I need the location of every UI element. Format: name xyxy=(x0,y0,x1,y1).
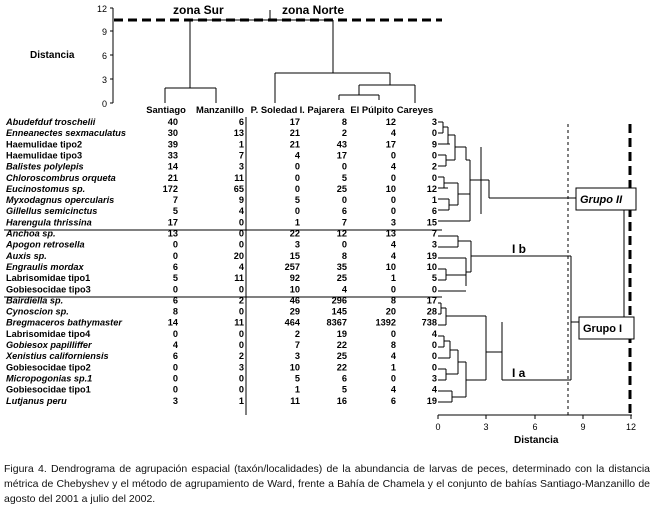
abundance-cell: 4 xyxy=(390,250,396,261)
abundance-cell: 2 xyxy=(294,328,300,339)
abundance-cell: 4 xyxy=(390,239,396,250)
abundance-cell: 172 xyxy=(162,183,178,194)
taxon-name: Anchoa sp. xyxy=(6,228,56,239)
abundance-cell: 6 xyxy=(341,206,347,217)
taxon-name: Lutjanus peru xyxy=(6,395,67,406)
right-tick-12: 12 xyxy=(625,422,637,432)
abundance-cell: 3 xyxy=(172,395,178,406)
taxon-name: Gobiesox papilliffer xyxy=(6,340,92,350)
taxon-name: Eucinostomus sp. xyxy=(6,183,86,194)
abundance-cell: 0 xyxy=(341,239,347,250)
abundance-cell: 3 xyxy=(238,362,244,373)
abundance-cell: 2 xyxy=(431,161,437,172)
abundance-cell: 21 xyxy=(289,128,300,139)
abundance-cell: 5 xyxy=(341,172,347,183)
abundance-cell: 43 xyxy=(336,139,347,150)
group-ib-label: I b xyxy=(512,242,526,256)
abundance-cell: 14 xyxy=(167,161,178,172)
right-tick-0: 0 xyxy=(435,422,441,432)
abundance-cell: 39 xyxy=(167,139,178,150)
abundance-cell: 3 xyxy=(294,351,300,362)
figure-caption: Figura 4. Dendrograma de agrupación espacial (taxón/localidades) de la abundancia de larvas de peces, determinado con la distancia métrica de Chebyshev y el método de agrupamiento de Ward, frente a Bahía de Chamela y el conjunto de bahías Santiago-Manzanillo de agosto del 2001 a julio del 2002. xyxy=(4,463,650,505)
abundance-cell: 0 xyxy=(390,150,396,161)
abundance-cell: 0 xyxy=(172,328,178,339)
top-tick-9: 9 xyxy=(101,27,107,37)
abundance-cell: 20 xyxy=(385,306,396,317)
abundance-cell: 3 xyxy=(431,117,437,127)
zone-norte-label: zona Norte xyxy=(282,3,345,17)
taxon-name: Apogon retrosella xyxy=(6,239,85,250)
abundance-cell: 0 xyxy=(238,217,244,228)
abundance-cell: 2 xyxy=(238,295,244,306)
taxon-name: Myxodagnus opercularis xyxy=(6,195,115,206)
abundance-cell: 0 xyxy=(390,284,396,295)
abundance-cell: 6 xyxy=(172,295,178,306)
taxon-name: Labrisomidae tipo4 xyxy=(6,328,91,339)
top-tick-0: 0 xyxy=(101,99,107,109)
taxon-name: Gillellus semicinctus xyxy=(6,206,98,217)
abundance-cell: 8 xyxy=(390,340,396,350)
taxon-name: Micropogonias sp.1 xyxy=(6,373,93,384)
abundance-cell: 6 xyxy=(172,261,178,272)
abundance-cell: 17 xyxy=(336,150,347,161)
abundance-cell: 4 xyxy=(390,161,396,172)
abundance-cell: 1 xyxy=(390,273,396,284)
abundance-cell: 5 xyxy=(431,273,437,284)
abundance-cell: 3 xyxy=(238,161,244,172)
abundance-cell: 1 xyxy=(294,384,300,395)
abundance-cell: 4 xyxy=(390,351,396,362)
abundance-cell: 0 xyxy=(238,306,244,317)
abundance-cell: 2 xyxy=(238,351,244,362)
abundance-cell: 11 xyxy=(234,172,244,183)
taxon-name: Gobiesocidae tipo1 xyxy=(6,384,91,395)
top-tick-3: 3 xyxy=(101,75,107,85)
col-header-manzanillo: Manzanillo xyxy=(196,104,244,115)
abundance-cell: 3 xyxy=(431,239,437,250)
abundance-cell: 4 xyxy=(238,206,244,217)
taxon-name: Cynoscion sp. xyxy=(6,306,69,317)
abundance-cell: 25 xyxy=(336,351,347,362)
abundance-cell: 8 xyxy=(390,295,396,306)
taxon-name: Abudefduf troschelii xyxy=(6,117,96,127)
abundance-cell: 6 xyxy=(172,351,178,362)
col-header-p-soledad: P. Soledad xyxy=(250,104,298,115)
abundance-cell: 6 xyxy=(390,395,396,406)
abundance-cell: 0 xyxy=(172,373,178,384)
top-tick-6: 6 xyxy=(101,51,107,61)
taxon-name: Gobiesocidae tipo3 xyxy=(6,284,91,295)
abundance-cell: 464 xyxy=(284,317,300,328)
zone-sur-label: zona Sur xyxy=(173,3,224,17)
abundance-cell: 1 xyxy=(431,195,437,206)
col-header-careyes: Careyes xyxy=(396,104,434,115)
abundance-cell: 17 xyxy=(385,139,396,150)
abundance-cell: 29 xyxy=(289,306,300,317)
abundance-cell: 9 xyxy=(238,195,244,206)
abundance-cell: 19 xyxy=(336,328,347,339)
abundance-cell: 4 xyxy=(172,340,178,350)
abundance-cell: 1 xyxy=(294,217,300,228)
abundance-cell: 0 xyxy=(294,206,300,217)
abundance-cell: 0 xyxy=(431,362,437,373)
abundance-cell: 0 xyxy=(172,250,178,261)
col-header-i-pajarera: I. Pajarera xyxy=(299,104,345,115)
abundance-cell: 10 xyxy=(426,261,437,272)
grupo-ii-label: Grupo II xyxy=(580,194,623,206)
abundance-cell: 0 xyxy=(238,239,244,250)
abundance-cell: 21 xyxy=(167,172,178,183)
abundance-cell: 4 xyxy=(431,384,437,395)
abundance-cell: 0 xyxy=(431,284,437,295)
top-tick-12: 12 xyxy=(96,4,107,14)
abundance-cell: 30 xyxy=(167,128,178,139)
taxon-name: Engraulis mordax xyxy=(6,261,84,272)
abundance-cell: 46 xyxy=(289,295,300,306)
abundance-cell: 0 xyxy=(172,384,178,395)
abundance-cell: 296 xyxy=(331,295,347,306)
abundance-cell: 15 xyxy=(426,217,437,228)
right-dendrogram xyxy=(438,122,624,402)
right-tick-3: 3 xyxy=(483,422,489,432)
abundance-cell: 6 xyxy=(238,117,244,127)
abundance-cell: 17 xyxy=(426,295,437,306)
abundance-cell: 0 xyxy=(238,328,244,339)
abundance-cell: 35 xyxy=(336,261,347,272)
abundance-cell: 11 xyxy=(290,395,300,406)
abundance-cell: 1 xyxy=(238,139,244,150)
abundance-cell: 7 xyxy=(238,150,244,161)
abundance-cell: 17 xyxy=(167,217,178,228)
top-dendrogram xyxy=(110,8,415,103)
abundance-cell: 6 xyxy=(341,373,347,384)
abundance-cell: 10 xyxy=(385,261,396,272)
abundance-cell: 21 xyxy=(289,139,300,150)
top-axis-label: Distancia xyxy=(30,50,75,61)
taxon-name: Labrisomidae tipo1 xyxy=(6,273,91,284)
abundance-cell: 5 xyxy=(294,373,300,384)
abundance-cell: 22 xyxy=(336,362,347,373)
abundance-cell: 0 xyxy=(390,373,396,384)
abundance-cell: 33 xyxy=(167,150,178,161)
abundance-cell: 5 xyxy=(172,273,178,284)
taxon-name: Enneanectes sexmaculatus xyxy=(6,128,127,139)
abundance-cell: 0 xyxy=(238,228,244,239)
abundance-cell: 0 xyxy=(238,284,244,295)
abundance-cell: 17 xyxy=(289,117,300,127)
group-ia-label: I a xyxy=(512,366,526,380)
abundance-cell: 22 xyxy=(289,228,300,239)
right-tick-6: 6 xyxy=(532,422,538,432)
abundance-cell: 4 xyxy=(341,284,347,295)
abundance-cell: 13 xyxy=(167,228,178,239)
abundance-cell: 257 xyxy=(284,261,300,272)
taxon-name: Haemulidae tipo2 xyxy=(6,139,83,150)
abundance-cell: 11 xyxy=(234,273,244,284)
abundance-cell: 22 xyxy=(336,340,347,350)
abundance-cell: 4 xyxy=(390,384,396,395)
abundance-cell: 0 xyxy=(390,195,396,206)
abundance-cell: 2 xyxy=(341,128,347,139)
abundance-cell: 0 xyxy=(341,161,347,172)
abundance-cell: 0 xyxy=(238,340,244,350)
abundance-cell: 12 xyxy=(426,183,437,194)
abundance-cell: 0 xyxy=(390,206,396,217)
abundance-cell: 0 xyxy=(390,328,396,339)
abundance-cell: 16 xyxy=(336,395,347,406)
col-header-el-pulpito: El Púlpito xyxy=(350,104,394,115)
taxon-name: Bairdiella sp. xyxy=(6,295,64,306)
abundance-cell: 8 xyxy=(172,306,178,317)
abundance-cell: 65 xyxy=(233,183,244,194)
abundance-cell: 4 xyxy=(294,150,300,161)
abundance-cell: 15 xyxy=(289,250,300,261)
abundance-cell: 0 xyxy=(390,172,396,183)
abundance-cell: 28 xyxy=(426,306,437,317)
abundance-cell: 8 xyxy=(341,250,347,261)
abundance-cell: 40 xyxy=(167,117,178,127)
taxon-name: Bregmaceros bathymaster xyxy=(6,317,122,328)
abundance-cell: 0 xyxy=(238,384,244,395)
abundance-cell: 7 xyxy=(341,217,347,228)
abundance-cell: 7 xyxy=(431,228,437,239)
abundance-cell: 14 xyxy=(167,317,178,328)
abundance-cell: 10 xyxy=(289,284,300,295)
top-axis-ticks xyxy=(97,4,107,109)
abundance-cell: 3 xyxy=(390,217,396,228)
abundance-cell: 1392 xyxy=(375,317,396,328)
abundance-cell: 20 xyxy=(233,250,244,261)
taxon-name: Chloroscombrus orqueta xyxy=(6,172,116,183)
abundance-cell: 0 xyxy=(431,128,437,139)
abundance-cell: 19 xyxy=(426,395,437,406)
abundance-cell: 19 xyxy=(426,250,437,261)
abundance-cell: 0 xyxy=(172,362,178,373)
abundance-cell: 4 xyxy=(431,328,437,339)
abundance-cell: 0 xyxy=(431,172,437,183)
abundance-cell: 11 xyxy=(234,317,244,328)
taxon-name: Balistes polylepis xyxy=(6,161,84,172)
abundance-cell: 92 xyxy=(289,273,300,284)
abundance-cell: 0 xyxy=(294,172,300,183)
abundance-table xyxy=(5,117,438,406)
abundance-cell: 8367 xyxy=(326,317,347,328)
abundance-cell: 12 xyxy=(336,228,347,239)
abundance-cell: 9 xyxy=(431,139,437,150)
abundance-cell: 0 xyxy=(431,150,437,161)
taxon-name: Auxis sp. xyxy=(6,250,47,261)
abundance-cell: 0 xyxy=(294,183,300,194)
abundance-cell: 1 xyxy=(390,362,396,373)
abundance-cell: 0 xyxy=(172,239,178,250)
abundance-cell: 8 xyxy=(341,117,347,127)
col-header-santiago: Santiago xyxy=(146,104,186,115)
abundance-cell: 13 xyxy=(233,128,244,139)
column-headers xyxy=(146,104,433,115)
taxon-name: Haemulidae tipo3 xyxy=(6,150,83,161)
abundance-cell: 0 xyxy=(431,340,437,350)
abundance-cell: 6 xyxy=(431,206,437,217)
abundance-cell: 5 xyxy=(341,384,347,395)
right-axis-label: Distancia xyxy=(514,435,559,446)
abundance-cell: 0 xyxy=(238,373,244,384)
abundance-cell: 738 xyxy=(421,317,437,328)
abundance-cell: 0 xyxy=(172,284,178,295)
abundance-cell: 7 xyxy=(172,195,178,206)
abundance-cell: 0 xyxy=(431,351,437,362)
right-axis-ticks xyxy=(435,422,636,432)
abundance-cell: 1 xyxy=(238,395,244,406)
abundance-cell: 7 xyxy=(294,340,300,350)
grupo-i-label: Grupo I xyxy=(583,323,623,335)
abundance-cell: 4 xyxy=(390,128,396,139)
abundance-cell: 0 xyxy=(294,161,300,172)
abundance-cell: 5 xyxy=(294,195,300,206)
taxon-name: Gobiesocidae tipo2 xyxy=(6,362,91,373)
abundance-cell: 25 xyxy=(336,183,347,194)
abundance-cell: 12 xyxy=(385,117,396,127)
taxon-name: Xenistius californiensis xyxy=(6,351,109,362)
abundance-cell: 3 xyxy=(294,239,300,250)
right-tick-9: 9 xyxy=(580,422,586,432)
abundance-cell: 10 xyxy=(385,183,396,194)
abundance-cell: 3 xyxy=(431,373,437,384)
abundance-cell: 0 xyxy=(341,195,347,206)
abundance-cell: 25 xyxy=(336,273,347,284)
right-axis xyxy=(438,415,632,419)
abundance-cell: 4 xyxy=(238,261,244,272)
abundance-cell: 145 xyxy=(331,306,347,317)
abundance-cell: 5 xyxy=(172,206,178,217)
abundance-cell: 10 xyxy=(289,362,300,373)
taxon-name: Harengula thrissina xyxy=(6,217,92,228)
abundance-cell: 13 xyxy=(385,228,396,239)
